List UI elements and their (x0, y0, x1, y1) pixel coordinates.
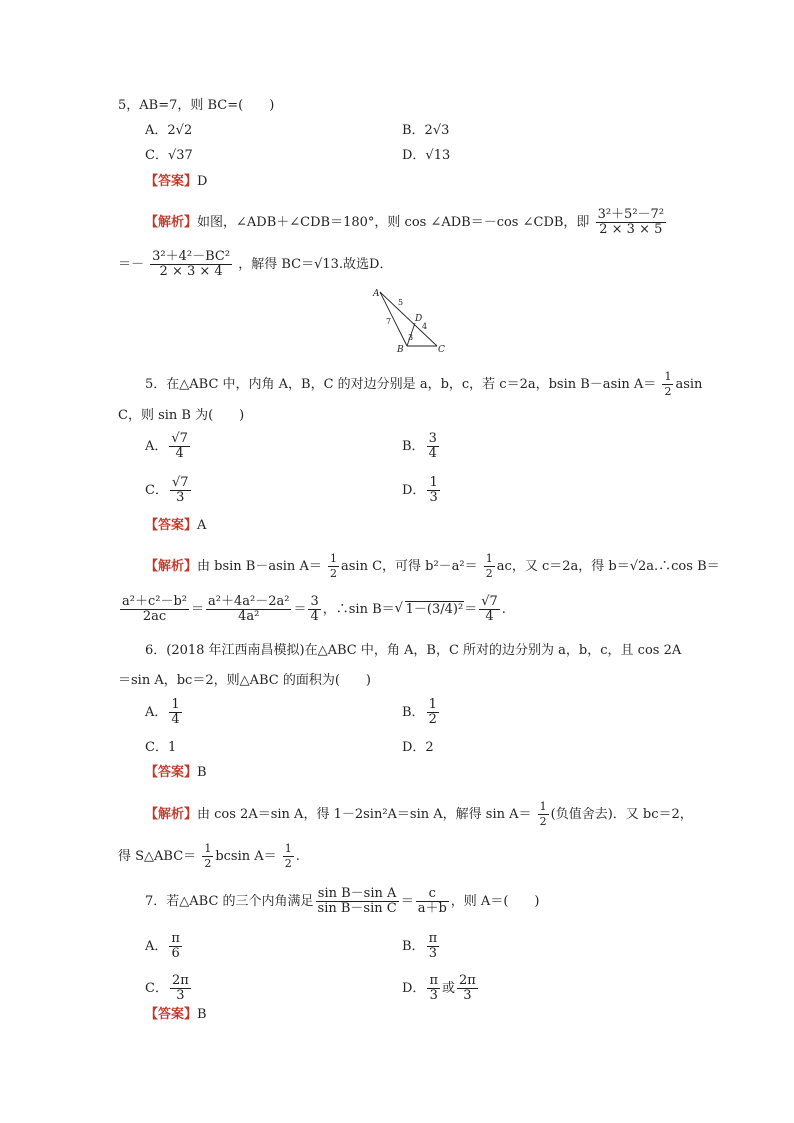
fraction (202, 842, 213, 871)
q7-stem (145, 887, 539, 916)
triangle-figure (370, 284, 450, 356)
fraction (169, 698, 181, 727)
fraction (427, 476, 439, 505)
fraction (283, 842, 294, 871)
q6-stem-line1: 6．(2018 年江西南昌模拟)在△ABC 中，角 A，B，C 所对的边分别为 a，b，c，且 cos 2A (145, 643, 682, 658)
option-label: A． (145, 939, 168, 954)
fraction (150, 250, 232, 279)
frac-num: π (171, 931, 180, 946)
frac-num: a²＋c²－b² (122, 594, 187, 609)
q-top-explain-line2 (118, 250, 392, 279)
fraction (169, 432, 190, 461)
explain-text: 得 S△ABC＝ (118, 849, 197, 864)
label-a: A (373, 289, 380, 299)
frac-num: 1 (539, 800, 547, 813)
fraction (206, 595, 291, 624)
frac-den: 2 (329, 567, 337, 580)
frac-num: 1 (204, 842, 212, 855)
sqrt-body: 1－(3/4)² (405, 602, 464, 617)
frac-num: 1 (429, 475, 438, 490)
explain-tag: 【解析】 (145, 215, 198, 230)
option-label: C． (145, 981, 168, 996)
frac-num: sin B－sin A (316, 887, 399, 902)
label-side-7: 7 (386, 317, 392, 326)
fraction (316, 887, 399, 916)
frac-den: 3 (429, 988, 438, 1003)
frac-num: 1 (171, 697, 180, 712)
fraction (169, 932, 182, 961)
frac-den: 4 (171, 712, 180, 727)
frac-den: 4 (428, 446, 437, 461)
q5-explain-line2: $\frac{\text{a²＋c²－b²}}{2ac}$ ＝ $\frac{\text{a²＋4a²－2a²}}{\text{4a²}}$ ＝ $\frac{3}{4}$ ，∴sin B＝√ 1－(3/4)²＝ $\frac{√7}{4}$ . (118, 595, 506, 624)
fraction (427, 432, 439, 461)
frac-num: 2π (171, 973, 189, 988)
explain-text: bcsin A＝ (215, 849, 277, 864)
option-label: B． (402, 939, 425, 954)
q5-option-d (402, 476, 442, 505)
fraction (427, 974, 440, 1003)
frac-den: 2 (428, 712, 437, 727)
stem-text: ，则 A＝( ) (450, 894, 540, 909)
frac-den: 6 (171, 946, 180, 961)
q6-explain-line1 (145, 800, 693, 829)
explain-text: (负值舍去)．又 bc＝2， (550, 807, 693, 822)
explain-text: ＝－ (118, 257, 145, 272)
frac-num: 1 (428, 697, 437, 712)
answer-tag: 【答案】 (145, 1007, 198, 1022)
option-label: B． (402, 705, 425, 720)
frac-num: 1 (485, 552, 493, 565)
explain-tag: 【解析】 (145, 559, 198, 574)
stem-text: 7．若△ABC 的三个内角满足 (145, 894, 314, 909)
frac-den: 2 (485, 567, 493, 580)
q-top-option-b: B．2√3 (402, 123, 450, 138)
fraction (596, 208, 666, 237)
answer-value: B (197, 765, 207, 780)
frac-num: 1 (284, 842, 292, 855)
fraction (170, 476, 191, 505)
q6-option-b (402, 698, 441, 727)
explain-text: ，解得 BC＝√13.故选D． (238, 257, 393, 272)
frac-den: 4 (310, 609, 319, 624)
frac-den: 2 (664, 385, 672, 398)
q-top-option-c: C．√37 (145, 148, 193, 163)
answer-value: B (197, 1007, 207, 1022)
frac-den: 2ac (142, 609, 167, 624)
frac-den: sin B－sin C (317, 901, 397, 916)
label-side-4: 4 (422, 322, 428, 331)
explain-text: asin C，可得 b²－a²＝ (340, 559, 478, 574)
frac-den: 2 (284, 857, 292, 870)
q-top-option-d: D．√13 (402, 148, 451, 163)
frac-num: 3²＋4²－BC² (152, 249, 231, 264)
explain-text: 如图，∠ADB＋∠CDB＝180°，则 cos ∠ADB＝－cos ∠CDB，即 (197, 215, 590, 230)
explain-text: . (295, 849, 300, 864)
answer-tag: 【答案】 (145, 765, 198, 780)
fraction (308, 595, 320, 624)
q7-option-a (145, 932, 184, 961)
option-text: 或 (441, 981, 455, 996)
explain-text: 由 cos 2A＝sin A，得 1－2sin²A＝sin A，解得 sin A＝ (197, 807, 532, 822)
q5-option-b (402, 432, 441, 461)
q6-option-a (145, 698, 184, 727)
sqrt-expression (395, 602, 465, 618)
frac-den: 3 (176, 490, 185, 505)
fraction (479, 595, 500, 624)
q5-option-c (145, 476, 193, 505)
q7-option-b (402, 932, 441, 961)
option-label: A． (145, 705, 168, 720)
q7-answer (145, 1007, 207, 1023)
fraction (427, 932, 440, 961)
fraction (427, 698, 439, 727)
q5-option-a (145, 432, 192, 461)
frac-num: 1 (664, 370, 672, 383)
fraction (328, 552, 339, 581)
q-top-answer (145, 174, 207, 190)
frac-num: 1 (329, 552, 337, 565)
q5-explain-line1 (145, 552, 720, 581)
option-label: A． (145, 439, 168, 454)
fraction (538, 800, 549, 829)
fraction (170, 974, 191, 1003)
q6-stem-line2: ＝sin A，bc＝2，则△ABC 的面积为( ) (118, 673, 371, 688)
frac-num: c (416, 887, 449, 902)
frac-num: a²＋4a²－2a² (208, 594, 290, 609)
answer-tag: 【答案】 (145, 518, 198, 533)
q6-option-c: C．1 (145, 740, 177, 755)
frac-den: 2 × 3 × 4 (159, 264, 223, 279)
label-side-3: 3 (408, 333, 414, 342)
frac-den: 3 (429, 490, 438, 505)
label-side-5: 5 (398, 298, 404, 307)
q5-answer (145, 518, 206, 534)
fraction (416, 887, 449, 916)
option-label: C． (145, 483, 168, 498)
frac-num: π (429, 973, 438, 988)
fraction (484, 552, 495, 581)
frac-num: √7 (171, 431, 188, 446)
explain-text: ac，又 c＝2a，得 b＝√2a.∴cos B＝ (496, 559, 720, 574)
explain-text: 由 bsin B－asin A＝ (197, 559, 322, 574)
q-top-option-a: A．2√2 (145, 123, 193, 138)
frac-den: 3 (176, 988, 185, 1003)
stem-text: 5．在△ABC 中，内角 A，B，C 的对边分别是 a，b，c，若 c＝2a，bsin B－asin A＝ (145, 377, 657, 392)
label-c: C (438, 345, 445, 355)
answer-value: D (197, 174, 208, 189)
explain-tag: 【解析】 (145, 807, 198, 822)
frac-den: a＋b (417, 901, 447, 916)
q-top-explain-line1 (145, 208, 668, 237)
q7-option-c (145, 974, 193, 1003)
option-label: B． (402, 439, 425, 454)
fraction (457, 974, 478, 1003)
label-b: B (397, 345, 404, 355)
q6-answer (145, 765, 207, 781)
frac-num: 3²＋5²－7² (597, 207, 665, 222)
frac-den: 2 (539, 815, 547, 828)
frac-num: √7 (481, 594, 498, 609)
fraction (662, 370, 673, 399)
frac-num: 3 (310, 594, 319, 609)
frac-den: 3 (463, 988, 472, 1003)
fraction (120, 595, 189, 624)
frac-num: 3 (428, 431, 437, 446)
answer-value: A (197, 518, 207, 533)
frac-den: 2 × 3 × 5 (599, 222, 663, 237)
frac-num: √7 (171, 475, 189, 490)
q6-explain-line2 (118, 842, 300, 871)
q5-stem-line2: C，则 sin B 为( ) (118, 408, 245, 423)
q5-stem-line1 (145, 370, 702, 399)
label-d: D (415, 314, 423, 324)
stem-text: asin (675, 377, 703, 392)
stem-text: ＝ (400, 894, 414, 909)
q-top-stem: 5，AB=7，则 BC=( ) (118, 98, 275, 113)
explain-text: ，∴sin B＝ (322, 602, 395, 617)
frac-den: 4a² (238, 609, 260, 624)
frac-den: 4 (485, 609, 494, 624)
q7-option-d (402, 974, 480, 1003)
option-label: D． (402, 981, 426, 996)
frac-num: 2π (459, 973, 476, 988)
frac-den: 2 (204, 857, 212, 870)
frac-den: 3 (428, 946, 437, 961)
frac-num: π (428, 931, 438, 946)
answer-tag: 【答案】 (145, 174, 198, 189)
frac-den: 4 (175, 446, 184, 461)
q6-option-d: D．2 (402, 740, 434, 755)
option-label: D． (402, 483, 426, 498)
